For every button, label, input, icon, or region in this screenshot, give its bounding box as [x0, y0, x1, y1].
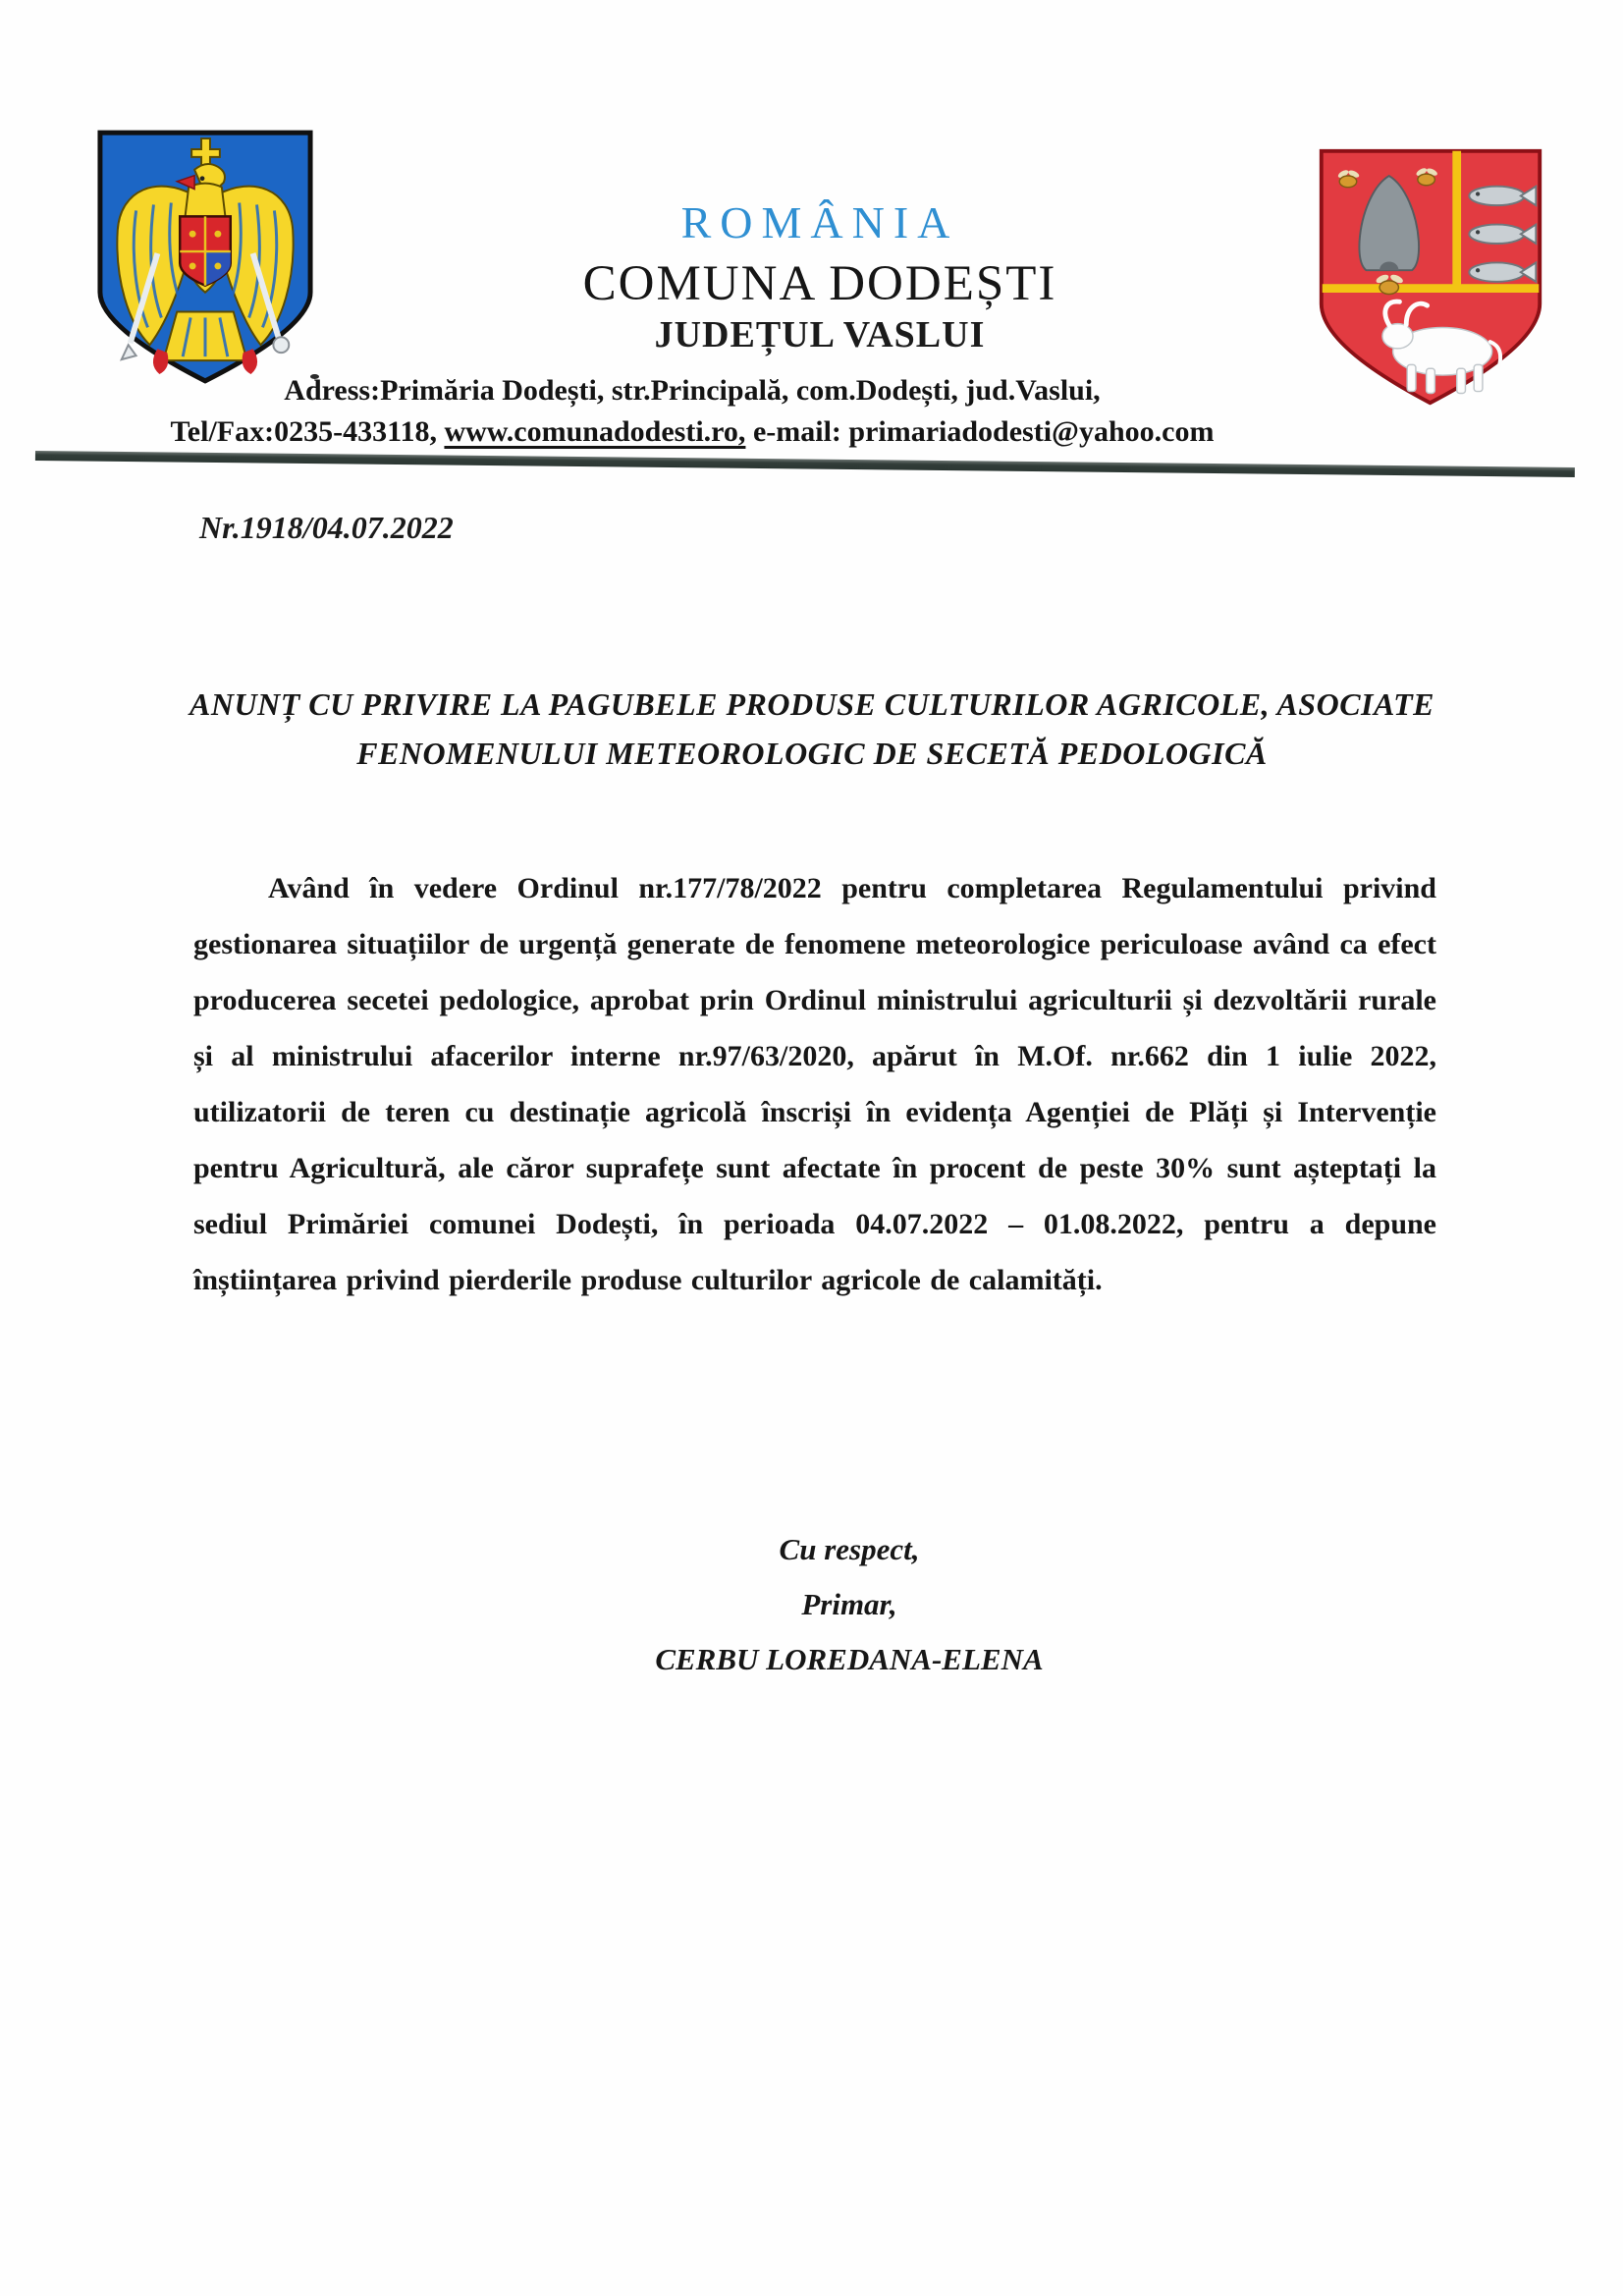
signer-name: CERBU LOREDANA-ELENA	[655, 1642, 1044, 1676]
address-line: Adress:Primăria Dodești, str.Principală, com.Dodești, jud.Vaslui,	[284, 374, 1101, 407]
letterhead-divider-rule	[35, 451, 1575, 477]
announcement-title-line-2: FENOMENULUI METEOROLOGIC DE SECETĂ PEDOLOGICĂ	[356, 736, 1268, 771]
coat-of-arms-of-vaslui-county	[1314, 143, 1547, 410]
escutcheon-icon	[180, 216, 231, 285]
country-title: ROMÂNIA	[680, 197, 959, 247]
body-paragraph: Având în vedere Ordinul nr.177/78/2022 pentru completarea Regulamentului privind gestionarea situațiilor de urgență generate de fenomene meteorologice periculoase având ca efect producerea secetei pedologice, aprobat prin Ordinul ministrului agriculturii și dezvoltării rurale și al ministrului afacerilor interne nr.97/63/2020, apărut în M.Of. nr.662 din 1 iulie 2022, utilizatorii de teren cu destinație agricolă înscriși în evidența Agenției de Plăți și Intervenție pentru Agricultură, ale căror suprafețe sunt afectate în procent de peste 30% sunt așteptați la sediul Primăriei comunei Dodești, în perioada 04.07.2022 – 01.08.2022, pentru a depune înștiințarea privind pierderile produse culturilor agricole de calamități.	[193, 872, 1436, 1296]
announcement-title	[157, 680, 1467, 778]
telfax-label: Tel/Fax:0235-433118,	[170, 415, 445, 448]
commune-title: COMUNA DODEȘTI	[582, 256, 1057, 311]
email-label: e-mail: primariadodesti@yahoo.com	[745, 415, 1215, 448]
website-link[interactable]: www.comunadodesti.ro,	[444, 415, 746, 448]
announcement-title-line-1: ANUNȚ CU PRIVIRE LA PAGUBELE PRODUSE CULTURILOR AGRICOLE, ASOCIATE	[189, 686, 1434, 722]
contact-line	[44, 411, 1340, 453]
coat-of-arms-of-romania	[93, 126, 317, 389]
romania-shield-icon	[93, 126, 317, 389]
signature-block	[358, 1522, 1340, 1687]
vaslui-shield-icon	[1314, 143, 1547, 410]
county-title: JUDEȚUL VASLUI	[654, 314, 986, 355]
closing-line: Cu respect,	[779, 1532, 920, 1566]
signer-role: Primar,	[801, 1587, 897, 1621]
document-number: Nr.1918/04.07.2022	[199, 510, 454, 545]
